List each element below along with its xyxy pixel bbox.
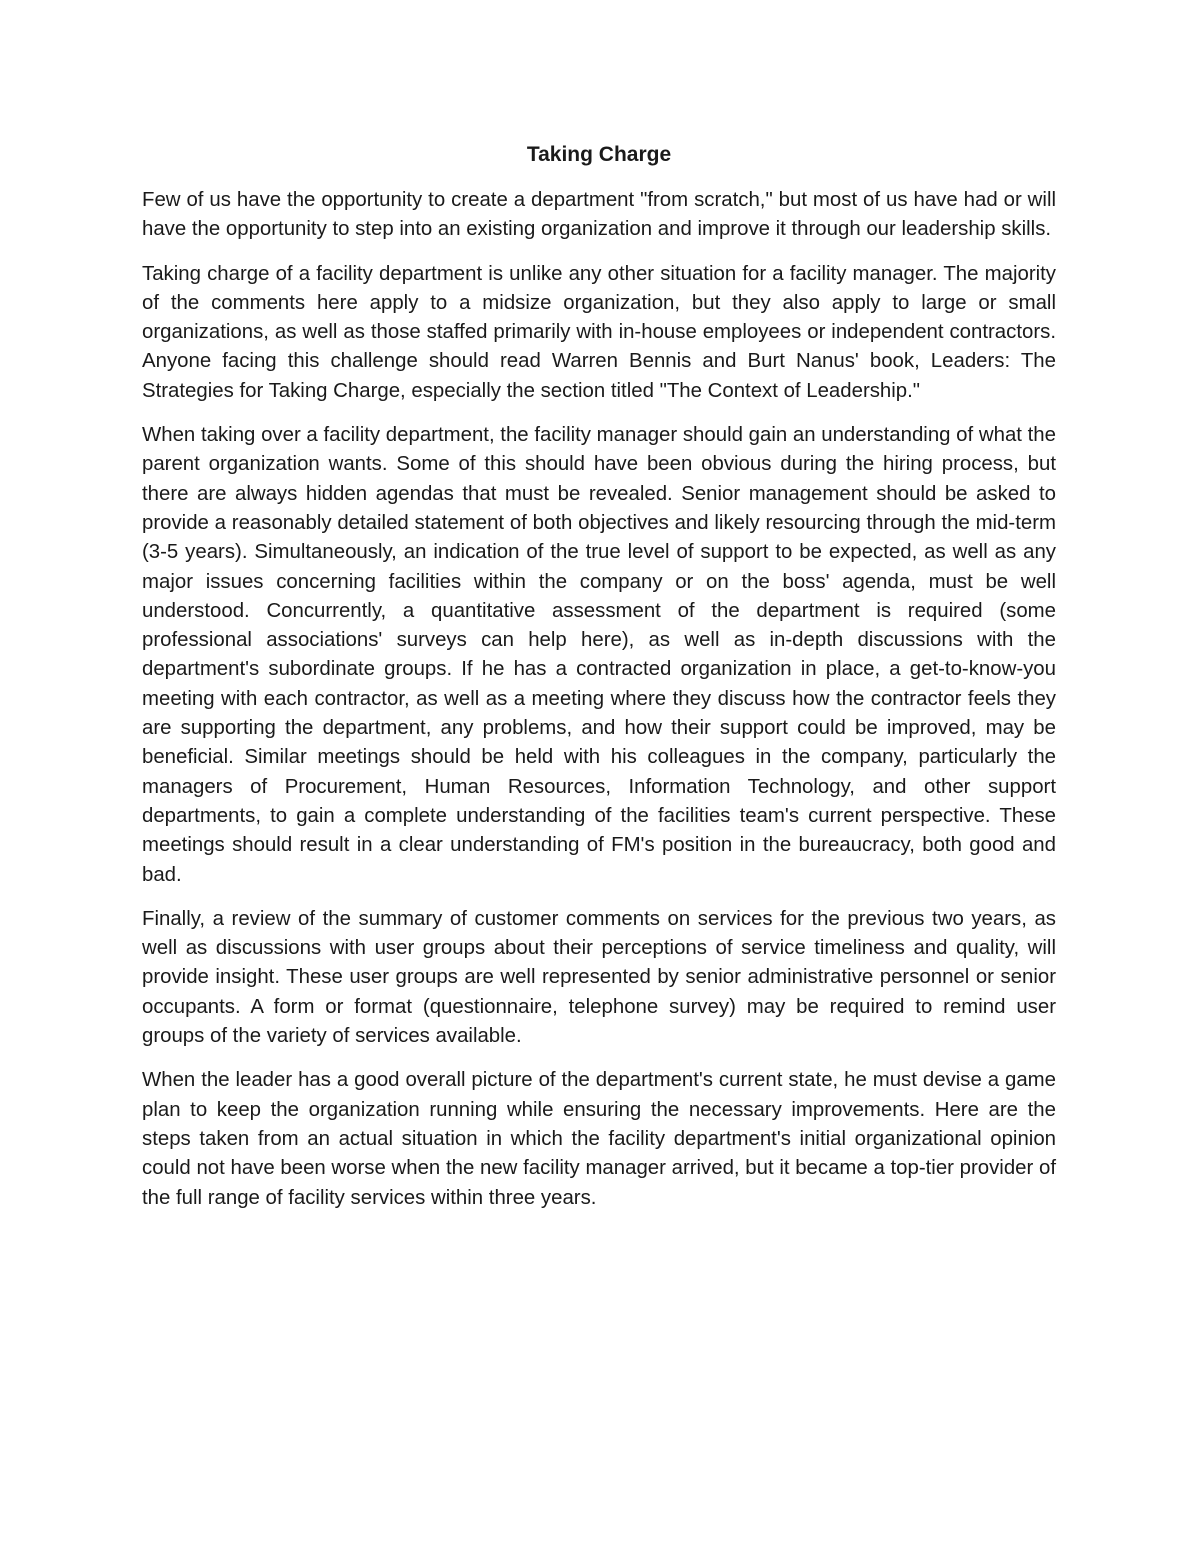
paragraph-taking-over: When taking over a facility department, the facility manager should gain an understanding of what the parent organization wants. Some of this should have been obvious during the hiring process, but there are always hidden agendas that must be revealed. Senior management should be asked to provide a reasonably detailed statement of both objectives and likely resourcing through the mid-term (3-5 years). Simultaneously, an indication of the true level of support to be expected, as well as any major issues concerning facilities within the company or on the boss' agenda, must be well understood. Concurrently, a quantitative assessment of the department is required (some professional associations' surveys can help here), as well as in-depth discussions with the department's subordinate groups. If he has a contracted organization in place, a get-to-know-you meeting with each contractor, as well as a meeting where they discuss how the contractor feels they are supporting the department, any problems, and how their support could be improved, may be beneficial. Similar meetings should be held with his colleagues in the company, particularly the managers of Procurement, Human Resources, Information Technology, and other support departments, to gain a complete understanding of the facilities team's current perspective. These meetings should result in a clear understanding of FM's position in the bureaucracy, both good and bad. (142, 424, 1056, 886)
paragraph-game-plan: When the leader has a good overall picture of the department's current state, he must devise a game plan to keep the organization running while ensuring the necessary improvements. Here are the steps taken from an actual situation in which the facility department's initial organizational opinion could not have been worse when the new facility manager arrived, but it became a top-tier provider of the full range of facility services within three years. (142, 1069, 1056, 1209)
paragraph-taking-charge: Taking charge of a facility department is unlike any other situation for a facility manager. The majority of the comments here apply to a midsize organization, but they also apply to large or small organizations, as well as those staffed primarily with in-house employees or independent contractors. Anyone facing this challenge should read Warren Bennis and Burt Nanus' book, Leaders: The Strategies for Taking Charge, especially the section titled "The Context of Leadership." (142, 262, 1056, 402)
document-body (142, 138, 1056, 1228)
document-title: Taking Charge (526, 143, 672, 166)
paragraph-intro: Few of us have the opportunity to create a department "from scratch," but most of us have had or will have the opportunity to step into an existing organization and improve it through our leadership skills. (142, 189, 1056, 241)
paragraph-customer-review: Finally, a review of the summary of customer comments on services for the previous two years, as well as discussions with user groups about their perceptions of service timeliness and quality, will provide insight. These user groups are well represented by senior administrative personnel or senior occupants. A form or format (questionnaire, telephone survey) may be required to remind user groups of the variety of services available. (142, 907, 1056, 1048)
